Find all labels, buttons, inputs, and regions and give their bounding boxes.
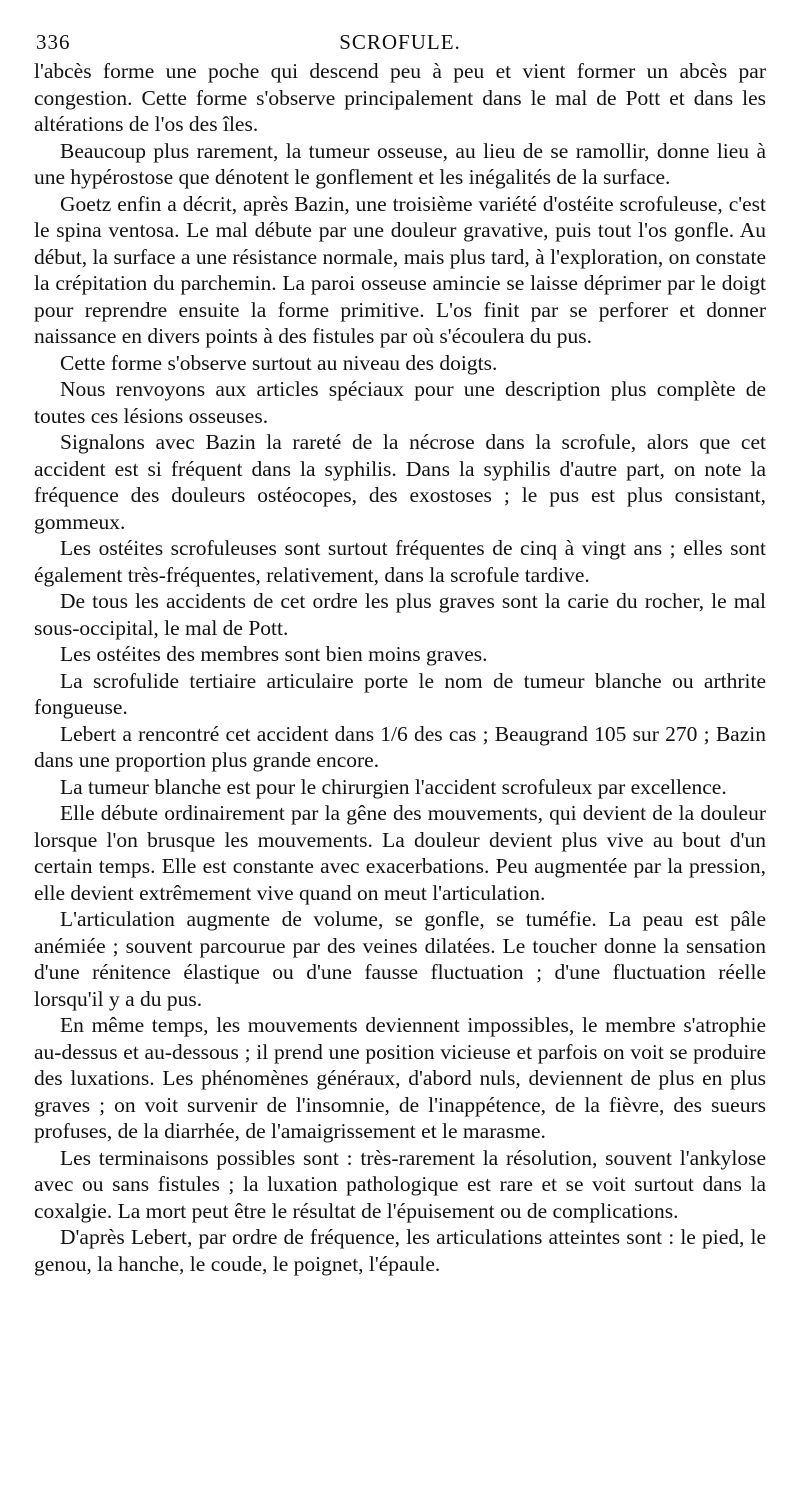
paragraph: Beaucoup plus rarement, la tumeur osseuse, au lieu de se ramollir, donne lieu à une hypérostose que dénotent le gonflement et les inégalités de la surface. (34, 138, 766, 189)
paragraph: L'articulation augmente de volume, se gonfle, se tuméfie. La peau est pâle anémiée ; souvent parcourue par des veines dilatées. Le toucher donne la sensation d'une rénitence élastique ou d'une fausse fluctuation ; d'une fluctuation réelle lorsqu'il y a du pus. (34, 907, 766, 1011)
paragraph: Nous renvoyons aux articles spéciaux pour une description plus complète de toutes ces lésions osseuses. (34, 377, 766, 428)
page-number: 336 (36, 30, 71, 54)
paragraph: Les ostéites des membres sont bien moins graves. (60, 642, 488, 666)
paragraph: l'abcès forme une poche qui descend peu à peu et vient former un abcès par congestion. Cette forme s'observe principalement dans le mal de Pott et dans les altérations de l'os des îles. (34, 59, 766, 136)
paragraph: Lebert a rencontré cet accident dans 1/6 des cas ; Beaugrand 105 sur 270 ; Bazin dans une proportion plus grande encore. (34, 721, 766, 772)
paragraph: Elle débute ordinairement par la gêne des mouvements, qui devient de la douleur lorsque l'on brusque les mouvements. La douleur devient plus vive au bout d'un certain temps. Elle est constante avec exacerbations. Peu augmentée par la pression, elle devient extrêmement vive quand on meut l'articulation. (34, 801, 766, 905)
paragraph: La tumeur blanche est pour le chirurgien l'accident scrofuleux par excellence. (60, 774, 727, 799)
paragraph: Signalons avec Bazin la rareté de la nécrose dans la scrofule, alors que cet accident est si fréquent dans la syphilis. Dans la syphilis d'autre part, on note la fréquence des douleurs ostéocopes, des exostoses ; le pus est plus consistant, gommeux. (34, 430, 766, 534)
page-header (34, 30, 766, 58)
paragraph: D'après Lebert, par ordre de fréquence, les articulations atteintes sont : le pied, le genou, la hanche, le coude, le poignet, l'épaule. (34, 1225, 766, 1276)
paragraph: En même temps, les mouvements deviennent impossibles, le membre s'atrophie au-dessus et au-dessous ; il prend une position vicieuse et parfois on voit se produire des luxations. Les phénomènes généraux, d'abord nuls, deviennent de plus en plus graves ; on voit survenir de l'insomnie, de l'inappétence, de la fièvre, des sueurs profuses, de la diarrhée, de l'amaigrissement et le marasme. (34, 1013, 766, 1143)
paragraph: La scrofulide tertiaire articulaire porte le nom de tumeur blanche ou arthrite fongueuse. (34, 668, 766, 719)
paragraph: Cette forme s'observe surtout au niveau des doigts. (60, 350, 498, 375)
running-title: SCROFULE. (339, 30, 461, 54)
paragraph: Les terminaisons possibles sont : très-rarement la résolution, souvent l'ankylose avec ou sans fistules ; la luxation pathologique est rare et se voit surtout dans la coxalgie. La mort peut être le résultat de l'épuisement ou de complications. (34, 1145, 766, 1223)
paragraph: De tous les accidents de cet ordre les plus graves sont la carie du rocher, le mal sous-occipital, le mal de Pott. (34, 589, 766, 640)
paragraph: Les ostéites scrofuleuses sont surtout fréquentes de cinq à vingt ans ; elles sont également très-fréquentes, relativement, dans la scrofule tardive. (34, 536, 766, 587)
paragraph: Goetz enfin a décrit, après Bazin, une troisième variété d'ostéite scrofuleuse, c'est le spina ventosa. Le mal débute par une douleur gravative, puis tout l'os gonfle. Au début, la surface a une résistance normale, mais plus tard, à l'exploration, on constate la crépitation du parchemin. La paroi osseuse amincie se laisse déprimer par le doigt pour reprendre ensuite la forme primitive. L'os finit par se perforer et donner naissance en divers points à des fistules par où s'écoulera du pus. (34, 191, 766, 348)
body-text (34, 58, 766, 1277)
